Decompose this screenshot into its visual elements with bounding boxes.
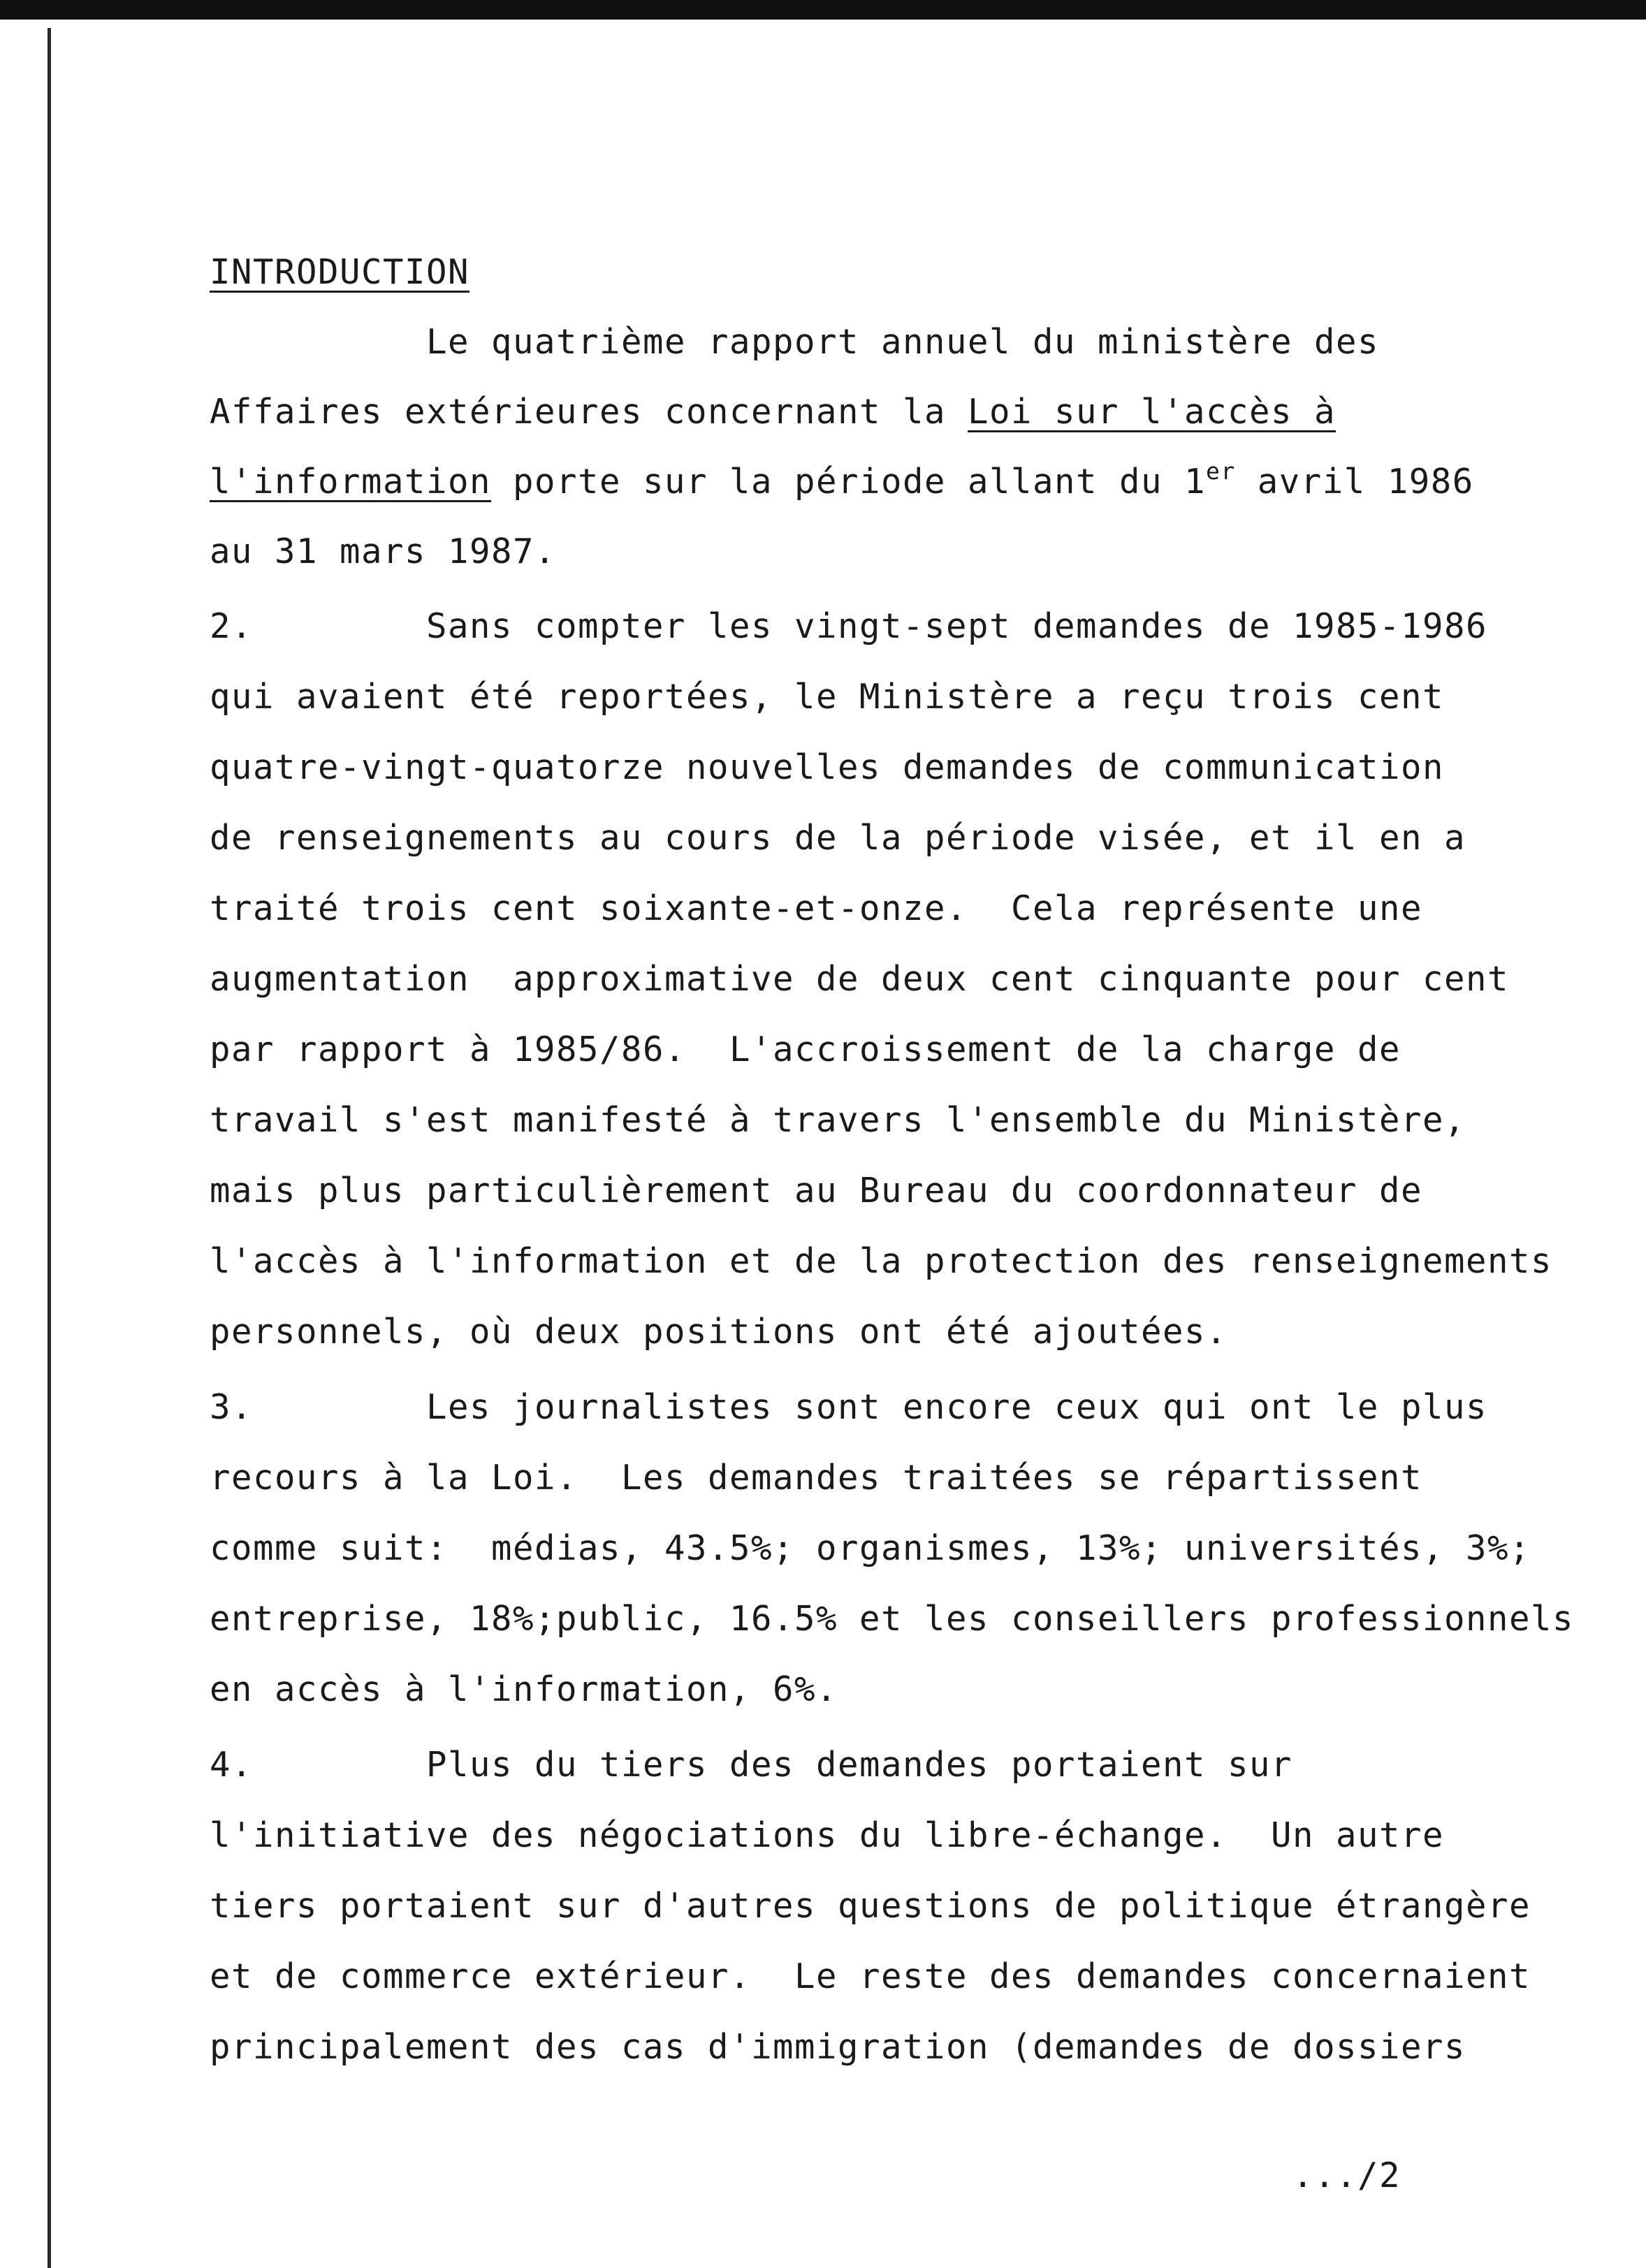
ordinal-superscript: er (1206, 458, 1236, 485)
para4-line: principalement des cas d'immigration (demandes de dossiers (210, 2027, 1466, 2067)
para1-line3-end: avril 1986 (1235, 462, 1474, 502)
para2-line: qui avaient été reportées, le Ministère a reçu trois cent (210, 677, 1445, 717)
para2-line: augmentation approximative de deux cent cinquante pour cent (210, 959, 1510, 999)
act-title-part2: l'information (210, 462, 492, 502)
para3-line: comme suit: médias, 43.5%; organismes, 13%; universités, 3%; (210, 1528, 1531, 1568)
para1-line4: au 31 mars 1987. (210, 532, 557, 571)
section-heading: INTRODUCTION (210, 252, 470, 292)
para4-line: 4. Plus du tiers des demandes portaient sur (210, 1745, 1293, 1785)
scan-left-border (48, 28, 51, 2268)
para2-line: quatre-vingt-quatorze nouvelles demandes de communication (210, 747, 1445, 787)
para3-line: en accès à l'information, 6%. (210, 1669, 838, 1709)
para2-line: par rapport à 1985/86. L'accroissement de la charge de (210, 1030, 1401, 1069)
para3-line: 3. Les journalistes sont encore ceux qui ont le plus (210, 1387, 1488, 1427)
para3-line: recours à la Loi. Les demandes traitées se répartissent (210, 1458, 1423, 1498)
para2-line: mais plus particulièrement au Bureau du coordonnateur de (210, 1171, 1423, 1210)
para2-line: l'accès à l'information et de la protection des renseignements (210, 1241, 1553, 1281)
para1-line2-text: Affaires extérieures concernant la (210, 392, 968, 432)
para4-line: tiers portaient sur d'autres questions de politique étrangère (210, 1886, 1531, 1926)
para1-line3 (210, 458, 1474, 506)
para2-line: travail s'est manifesté à travers l'ensemble du Ministère, (210, 1100, 1466, 1140)
para1-line3-text: porte sur la période allant du 1 (491, 462, 1207, 502)
para1-line2 (210, 388, 1336, 437)
para1-line1: Le quatrième rapport annuel du ministère des (210, 322, 1380, 362)
para2-line: de renseignements au cours de la période visée, et il en a (210, 818, 1466, 858)
act-title-part1: Loi sur l'accès à (968, 392, 1337, 432)
para4-line: et de commerce extérieur. Le reste des demandes concernaient (210, 1956, 1531, 1996)
para2-line: personnels, où deux positions ont été ajoutées. (210, 1312, 1228, 1352)
para2-line: 2. Sans compter les vingt-sept demandes de 1985-1986 (210, 606, 1488, 646)
scan-top-border (0, 0, 1646, 20)
para2-line: traité trois cent soixante-et-onze. Cela représente une (210, 888, 1423, 928)
page-continuation-marker: .../2 (1292, 2156, 1401, 2195)
para4-line: l'initiative des négociations du libre-échange. Un autre (210, 1815, 1445, 1855)
para3-line: entreprise, 18%;public, 16.5% et les conseillers professionnels (210, 1599, 1575, 1639)
